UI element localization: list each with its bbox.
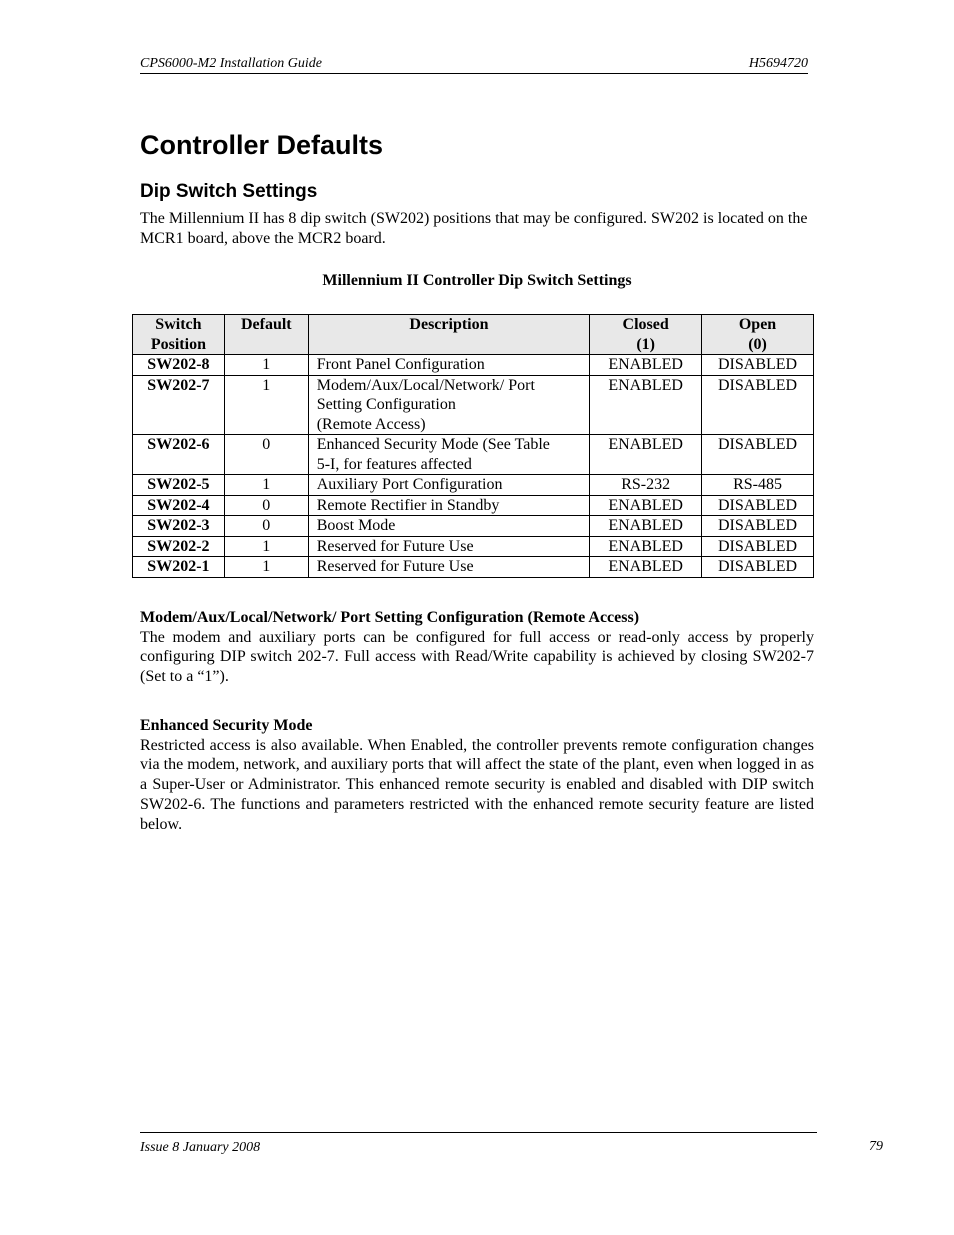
open-cell: DISABLED <box>702 375 814 435</box>
open-cell: DISABLED <box>702 536 814 557</box>
enhanced-security-body: Restricted access is also available. When Enabled, the controller prevents remote configuration changes via the modem, network, and auxiliary ports that will affect the state of the plant, even when logged in as a Super-User or Administrator. This enhanced remote security is enabled and disabled with DIP switch SW202-6. The functions and parameters restricted with the enhanced remote security feature are listed below. <box>140 736 814 833</box>
page-footer <box>140 1132 817 1155</box>
description-cell: Enhanced Security Mode (See Table 5-I, for features affected <box>308 435 590 475</box>
table-row <box>133 475 814 496</box>
table-row <box>133 355 814 376</box>
page-number: 79 <box>869 1139 883 1154</box>
table-caption: Millennium II Controller Dip Switch Settings <box>322 272 632 289</box>
description-cell: Front Panel Configuration <box>308 355 590 376</box>
switch-cell: SW202-1 <box>133 557 225 578</box>
open-cell: DISABLED <box>702 435 814 475</box>
remote-access-body: The modem and auxiliary ports can be configured for full access or read-only access by properly configuring DIP switch 202-7. Full access with Read/Write capability is achieved by closing SW202-7 (Set to a “1”). <box>140 628 814 686</box>
open-cell: DISABLED <box>702 516 814 537</box>
table-header-row <box>133 315 814 355</box>
table-row <box>133 435 814 475</box>
switch-cell: SW202-5 <box>133 475 225 496</box>
table-row <box>133 536 814 557</box>
default-cell: 1 <box>224 355 308 376</box>
switch-cell: SW202-7 <box>133 375 225 435</box>
default-cell: 1 <box>224 375 308 435</box>
page-title: Controller Defaults <box>140 130 384 160</box>
table-row <box>133 557 814 578</box>
header-switch-position: Switch Position <box>133 315 225 355</box>
switch-cell: SW202-3 <box>133 516 225 537</box>
closed-cell: ENABLED <box>590 375 702 435</box>
description-cell: Reserved for Future Use <box>308 536 590 557</box>
closed-cell: ENABLED <box>590 355 702 376</box>
open-cell: DISABLED <box>702 355 814 376</box>
switch-cell: SW202-2 <box>133 536 225 557</box>
closed-cell: ENABLED <box>590 516 702 537</box>
default-cell: 0 <box>224 516 308 537</box>
closed-cell: ENABLED <box>590 435 702 475</box>
header-default: Default <box>224 315 308 355</box>
remote-access-heading: Modem/Aux/Local/Network/ Port Setting Configuration (Remote Access) <box>140 609 640 626</box>
open-cell: DISABLED <box>702 495 814 516</box>
description-cell: Reserved for Future Use <box>308 557 590 578</box>
page-header <box>140 56 808 74</box>
description-cell: Auxiliary Port Configuration <box>308 475 590 496</box>
description-cell: Boost Mode <box>308 516 590 537</box>
header-doc-number: H5694720 <box>748 56 808 71</box>
footer-issue: Issue 8 January 2008 <box>140 1140 261 1155</box>
header-closed: Closed (1) <box>590 315 702 355</box>
closed-cell: RS-232 <box>590 475 702 496</box>
closed-cell: ENABLED <box>590 557 702 578</box>
header-description: Description <box>308 315 590 355</box>
dip-switch-table <box>132 314 814 578</box>
intro-paragraph: The Millennium II has 8 dip switch (SW202) positions that may be configured. SW202 is located on the MCR1 board, above the MCR2 board. <box>140 210 808 247</box>
closed-cell: ENABLED <box>590 495 702 516</box>
enhanced-security-section <box>140 716 814 834</box>
table-row <box>133 375 814 435</box>
default-cell: 1 <box>224 475 308 496</box>
header-doc-title: CPS6000-M2 Installation Guide <box>140 56 322 71</box>
switch-cell: SW202-6 <box>133 435 225 475</box>
table-row <box>133 495 814 516</box>
closed-cell: ENABLED <box>590 536 702 557</box>
enhanced-security-heading: Enhanced Security Mode <box>140 717 313 734</box>
default-cell: 0 <box>224 435 308 475</box>
table-row <box>133 516 814 537</box>
default-cell: 1 <box>224 536 308 557</box>
default-cell: 1 <box>224 557 308 578</box>
header-open: Open (0) <box>702 315 814 355</box>
open-cell: DISABLED <box>702 557 814 578</box>
remote-access-section <box>140 608 814 687</box>
switch-cell: SW202-8 <box>133 355 225 376</box>
description-cell: Remote Rectifier in Standby <box>308 495 590 516</box>
description-cell: Modem/Aux/Local/Network/ Port Setting Configuration (Remote Access) <box>308 375 590 435</box>
open-cell: RS-485 <box>702 475 814 496</box>
switch-cell: SW202-4 <box>133 495 225 516</box>
default-cell: 0 <box>224 495 308 516</box>
section-title: Dip Switch Settings <box>140 181 318 202</box>
